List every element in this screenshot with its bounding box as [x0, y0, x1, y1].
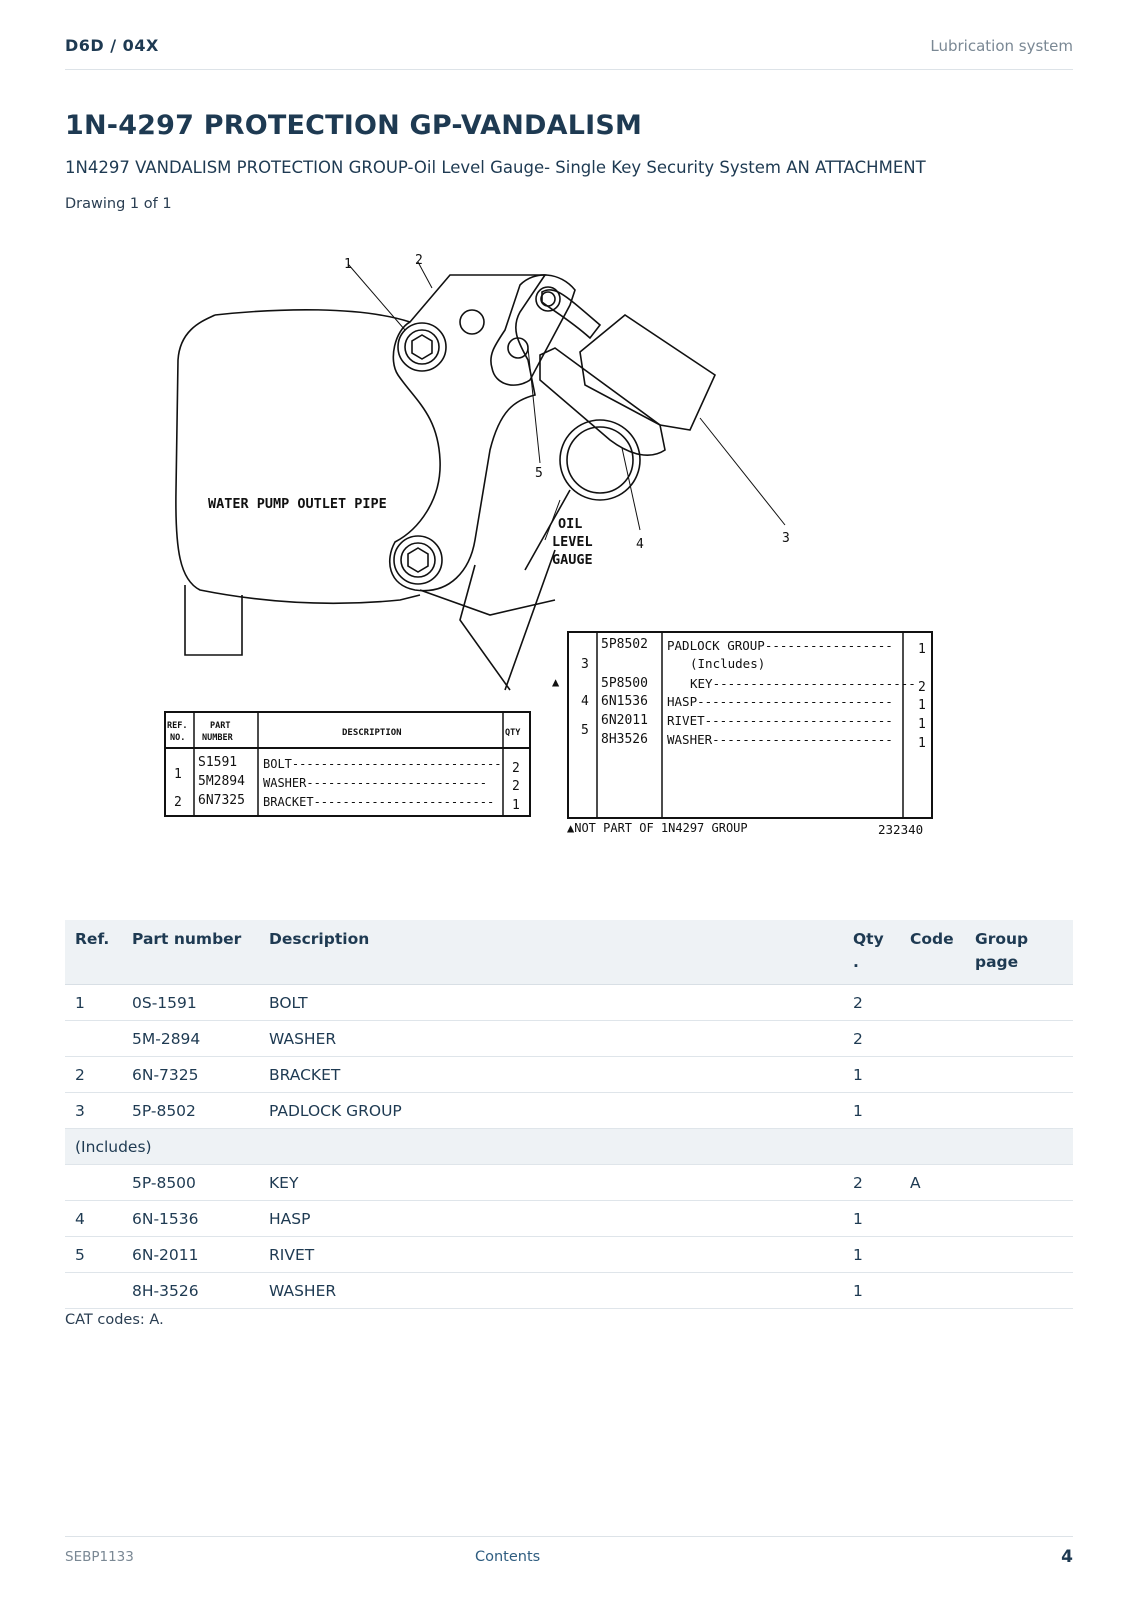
svg-text:1: 1	[918, 736, 926, 751]
parts-table	[65, 920, 1073, 1309]
svg-text:PART: PART	[210, 721, 231, 731]
svg-text:RIVET-------------------------: RIVET-------------------------	[667, 713, 893, 728]
svg-text:NUMBER: NUMBER	[202, 733, 233, 743]
not-part-note: ▲NOT PART OF 1N4297 GROUP	[567, 821, 748, 835]
drawing-count: Drawing 1 of 1	[65, 196, 172, 212]
gauge-label-1: OIL	[558, 516, 583, 532]
leader-1	[348, 264, 405, 330]
col-description: Description	[259, 920, 843, 985]
page-subtitle: 1N4297 VANDALISM PROTECTION GROUP-Oil Level Gauge- Single Key Security System AN ATTACHMENT	[65, 158, 926, 177]
section-label: Lubrication system	[930, 37, 1073, 55]
callout-3: 3	[782, 531, 790, 546]
drawing-right-table	[552, 632, 932, 837]
pump-housing	[176, 315, 420, 603]
gauge-stem	[460, 490, 570, 690]
svg-text:WASHER------------------------: WASHER------------------------	[667, 732, 893, 747]
svg-text:1: 1	[918, 642, 926, 657]
svg-text:BOLT--------------------------: BOLT-----------------------------	[263, 757, 502, 771]
callout-1: 1	[344, 257, 352, 272]
parts-table-header	[65, 920, 1073, 985]
parts-drawing	[160, 250, 970, 870]
svg-text:BRACKET-----------------------: BRACKET-------------------------	[263, 795, 495, 809]
not-part-marker: ▲	[552, 675, 560, 689]
gauge-label-3: GAUGE	[552, 552, 593, 568]
model-label: D6D / 04X	[65, 36, 159, 55]
callout-4: 4	[636, 537, 644, 552]
padlock-shackle	[542, 290, 600, 338]
svg-text:5M2894: 5M2894	[198, 774, 245, 789]
callout-2: 2	[415, 253, 423, 268]
col-part-number: Part number	[122, 920, 259, 985]
page-title: 1N-4297 PROTECTION GP-VANDALISM	[65, 110, 643, 141]
col-group-page: Group page	[965, 920, 1073, 985]
svg-text:6N2011: 6N2011	[601, 713, 648, 728]
leader-3	[700, 418, 785, 525]
svg-text:1: 1	[918, 717, 926, 732]
svg-text:3: 3	[581, 657, 589, 672]
callout-5: 5	[535, 466, 543, 481]
svg-text:REF.: REF.	[167, 721, 188, 731]
leader-4	[622, 448, 640, 530]
page-header	[65, 36, 1073, 70]
svg-text:2: 2	[512, 761, 520, 776]
svg-text:DESCRIPTION: DESCRIPTION	[342, 728, 402, 738]
padlock-body	[580, 315, 715, 430]
page-footer	[65, 1536, 1073, 1576]
table-row: 4 6N-1536 HASP 1	[65, 1201, 1073, 1237]
svg-text:4: 4	[581, 694, 589, 709]
svg-text:5: 5	[581, 723, 589, 738]
gauge-label-2: LEVEL	[552, 534, 593, 550]
svg-text:HASP--------------------------: HASP--------------------------	[667, 694, 893, 709]
svg-text:S1591: S1591	[198, 755, 238, 770]
table-row: 5M-2894 WASHER 2	[65, 1021, 1073, 1057]
table-row: 3 5P-8502 PADLOCK GROUP 1	[65, 1093, 1073, 1129]
svg-text:2: 2	[918, 680, 926, 695]
svg-text:WASHER------------------------: WASHER-------------------------	[263, 776, 487, 790]
svg-text:1: 1	[174, 767, 182, 782]
svg-text:PADLOCK GROUP-----------------: PADLOCK GROUP-----------------	[667, 638, 893, 653]
svg-text:QTY: QTY	[505, 728, 521, 738]
col-code: Code	[900, 920, 965, 985]
drawing-number: 232340	[878, 822, 924, 837]
col-qty: Qty .	[843, 920, 900, 985]
bracket-hole	[460, 310, 484, 334]
svg-text:1: 1	[512, 798, 520, 813]
document-number: SEBP1133	[65, 1549, 134, 1565]
svg-text:8H3526: 8H3526	[601, 732, 648, 747]
table-row: 8H-3526 WASHER 1	[65, 1273, 1073, 1309]
svg-text:2: 2	[512, 779, 520, 794]
svg-text:KEY---------------------------: KEY---------------------------	[690, 676, 916, 691]
svg-text:5P8502: 5P8502	[601, 637, 648, 652]
table-row: 1 0S-1591 BOLT 2	[65, 985, 1073, 1021]
drawing-left-table	[165, 712, 530, 816]
contents-link[interactable]: Contents	[475, 1549, 541, 1565]
svg-text:1: 1	[918, 698, 926, 713]
svg-text:2: 2	[174, 795, 182, 810]
table-row: 5 6N-2011 RIVET 1	[65, 1237, 1073, 1273]
svg-text:6N1536: 6N1536	[601, 694, 648, 709]
svg-text:(Includes): (Includes)	[690, 656, 766, 671]
group-row: (Includes)	[65, 1129, 1073, 1165]
table-row: 2 6N-7325 BRACKET 1	[65, 1057, 1073, 1093]
cat-codes-note: CAT codes: A.	[65, 1312, 164, 1328]
parts-drawing-svg	[160, 250, 970, 870]
table-row: 5P-8500 KEY 2 A	[65, 1165, 1073, 1201]
svg-text:5P8500: 5P8500	[601, 676, 648, 691]
svg-text:NO.: NO.	[170, 733, 186, 743]
col-ref: Ref.	[65, 920, 122, 985]
svg-text:6N7325: 6N7325	[198, 793, 245, 808]
pump-pipe-label: WATER PUMP OUTLET PIPE	[208, 496, 387, 512]
page-number: 4	[1061, 1547, 1073, 1567]
